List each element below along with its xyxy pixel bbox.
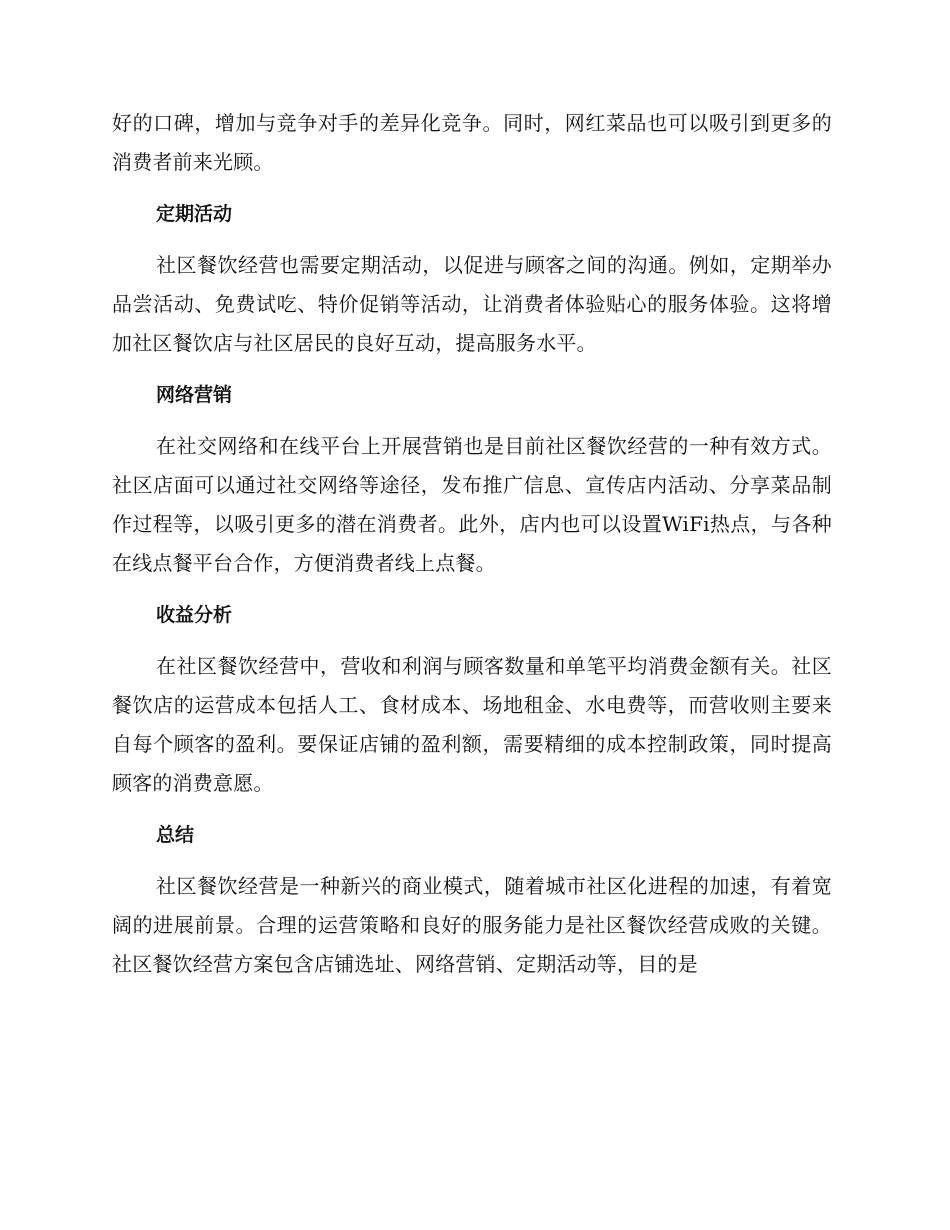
paragraph-regular-events: 社区餐饮经营也需要定期活动，以促进与顾客之间的沟通。例如，定期举办品尝活动、免费试吃、特价促销等活动，让消费者体验贴心的服务体验。这将增加社区餐饮店与社区居民的良好互动，提高服务水平。: [112, 253, 832, 355]
heading-revenue-analysis: 收益分析: [156, 604, 233, 626]
heading-online-marketing: 网络营销: [156, 384, 233, 406]
paragraph-continued-intro: 好的口碑，增加与竞争对手的差异化竞争。同时，网红菜品也可以吸引到更多的消费者前来光顾。: [112, 111, 832, 174]
paragraph-online-marketing: 在社交网络和在线平台上开展营销也是目前社区餐饮经营的一种有效方式。社区店面可以通过社交网络等途径，发布推广信息、宣传店内活动、分享菜品制作过程等，以吸引更多的潜在消费者。此外，店内也可以设置WiFi热点，与各种在线点餐平台合作，方便消费者线上点餐。: [112, 434, 832, 575]
heading-regular-events: 定期活动: [156, 203, 233, 225]
paragraph-summary: 社区餐饮经营是一种新兴的商业模式，随着城市社区化进程的加速，有着宽阔的进展前景。合理的运营策略和良好的服务能力是社区餐饮经营成败的关键。社区餐饮经营方案包含店铺选址、网络营销、定期活动等，目的是: [112, 874, 832, 976]
paragraph-revenue-analysis: 在社区餐饮经营中，营收和利润与顾客数量和单笔平均消费金额有关。社区餐饮店的运营成本包括人工、食材成本、场地租金、水电费等，而营收则主要来自每个顾客的盈利。要保证店铺的盈利额，需要精细的成本控制政策，同时提高顾客的消费意愿。: [112, 654, 832, 795]
document-page: [112, 104, 832, 984]
heading-summary: 总结: [156, 824, 195, 846]
